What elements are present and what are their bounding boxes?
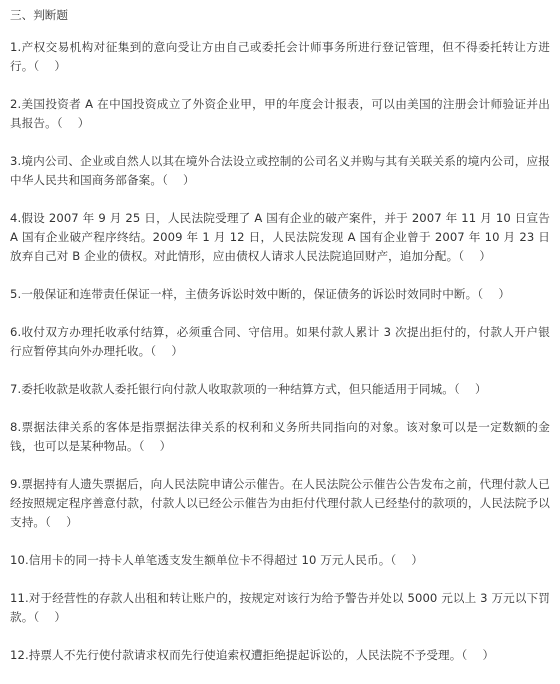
question-7: 7.委托收款是收款人委托银行向付款人收取款项的一种结算方式，但只能适用于同城。（ ） [10,382,487,396]
question-2: 2.美国投资者 A 在中国投资成立了外资企业甲，甲的年度会计报表，可以由美国的注册会计师验证并出具报告。（ ） [10,97,550,130]
question-6: 6.收付双方办理托收承付结算，必须重合同、守信用。如果付款人累计 3 次提出拒付的，付款人开户银行应暂停其向外办理托收。（ ） [10,325,550,358]
question-5: 5.一般保证和连带责任保证一样，主债务诉讼时效中断的，保证债务的诉讼时效同时中断。（ ） [10,287,511,301]
question-4: 4.假设 2007 年 9 月 25 日，人民法院受理了 A 国有企业的破产案件，并于 2007 年 11 月 10 日宣告 A 国有企业破产程序终结。2009 年 1 月 12 日，人民法院发现 A 国有企业曾于 2007 年 10 月 23 日放弃自己对 B 企业的债权。对此情形，应由债权人请求人民法院追回财产，追加分配。（ ） [10,211,554,263]
question-11: 11.对于经营性的存款人出租和转让账户的，按规定对该行为给予警告并处以 5000 元以上 3 万元以下罚款。（ ） [10,591,550,624]
question-12: 12.持票人不先行使付款请求权而先行使追索权遭拒绝提起诉讼的，人民法院不予受理。（ ） [10,648,495,662]
question-8: 8.票据法律关系的客体是指票据法律关系的权利和义务所共同指向的对象。该对象可以是一定数额的金钱，也可以是某种物品。（ ） [10,420,550,453]
question-3: 3.境内公司、企业或自然人以其在境外合法设立或控制的公司名义并购与其有关联关系的境内公司，应报中华人民共和国商务部备案。（ ） [10,154,550,187]
document-body [10,4,554,684]
question-1: 1.产权交易机构对征集到的意向受让方由自己或委托会计师事务所进行登记管理，但不得委托转让方进行。（ ） [10,40,550,73]
section-title: 三、判断题 [10,8,68,22]
question-9: 9.票据持有人遗失票据后，向人民法院申请公示催告。在人民法院公示催告公告发布之前，代理付款人已经按照规定程序善意付款，付款人以已经公示催告为由拒付代理付款人已经垫付的款项的，人民法院予以支持。（ ） [10,477,550,529]
question-10: 10.信用卡的同一持卡人单笔透支发生额单位卡不得超过 10 万元人民币。（ ） [10,553,424,567]
